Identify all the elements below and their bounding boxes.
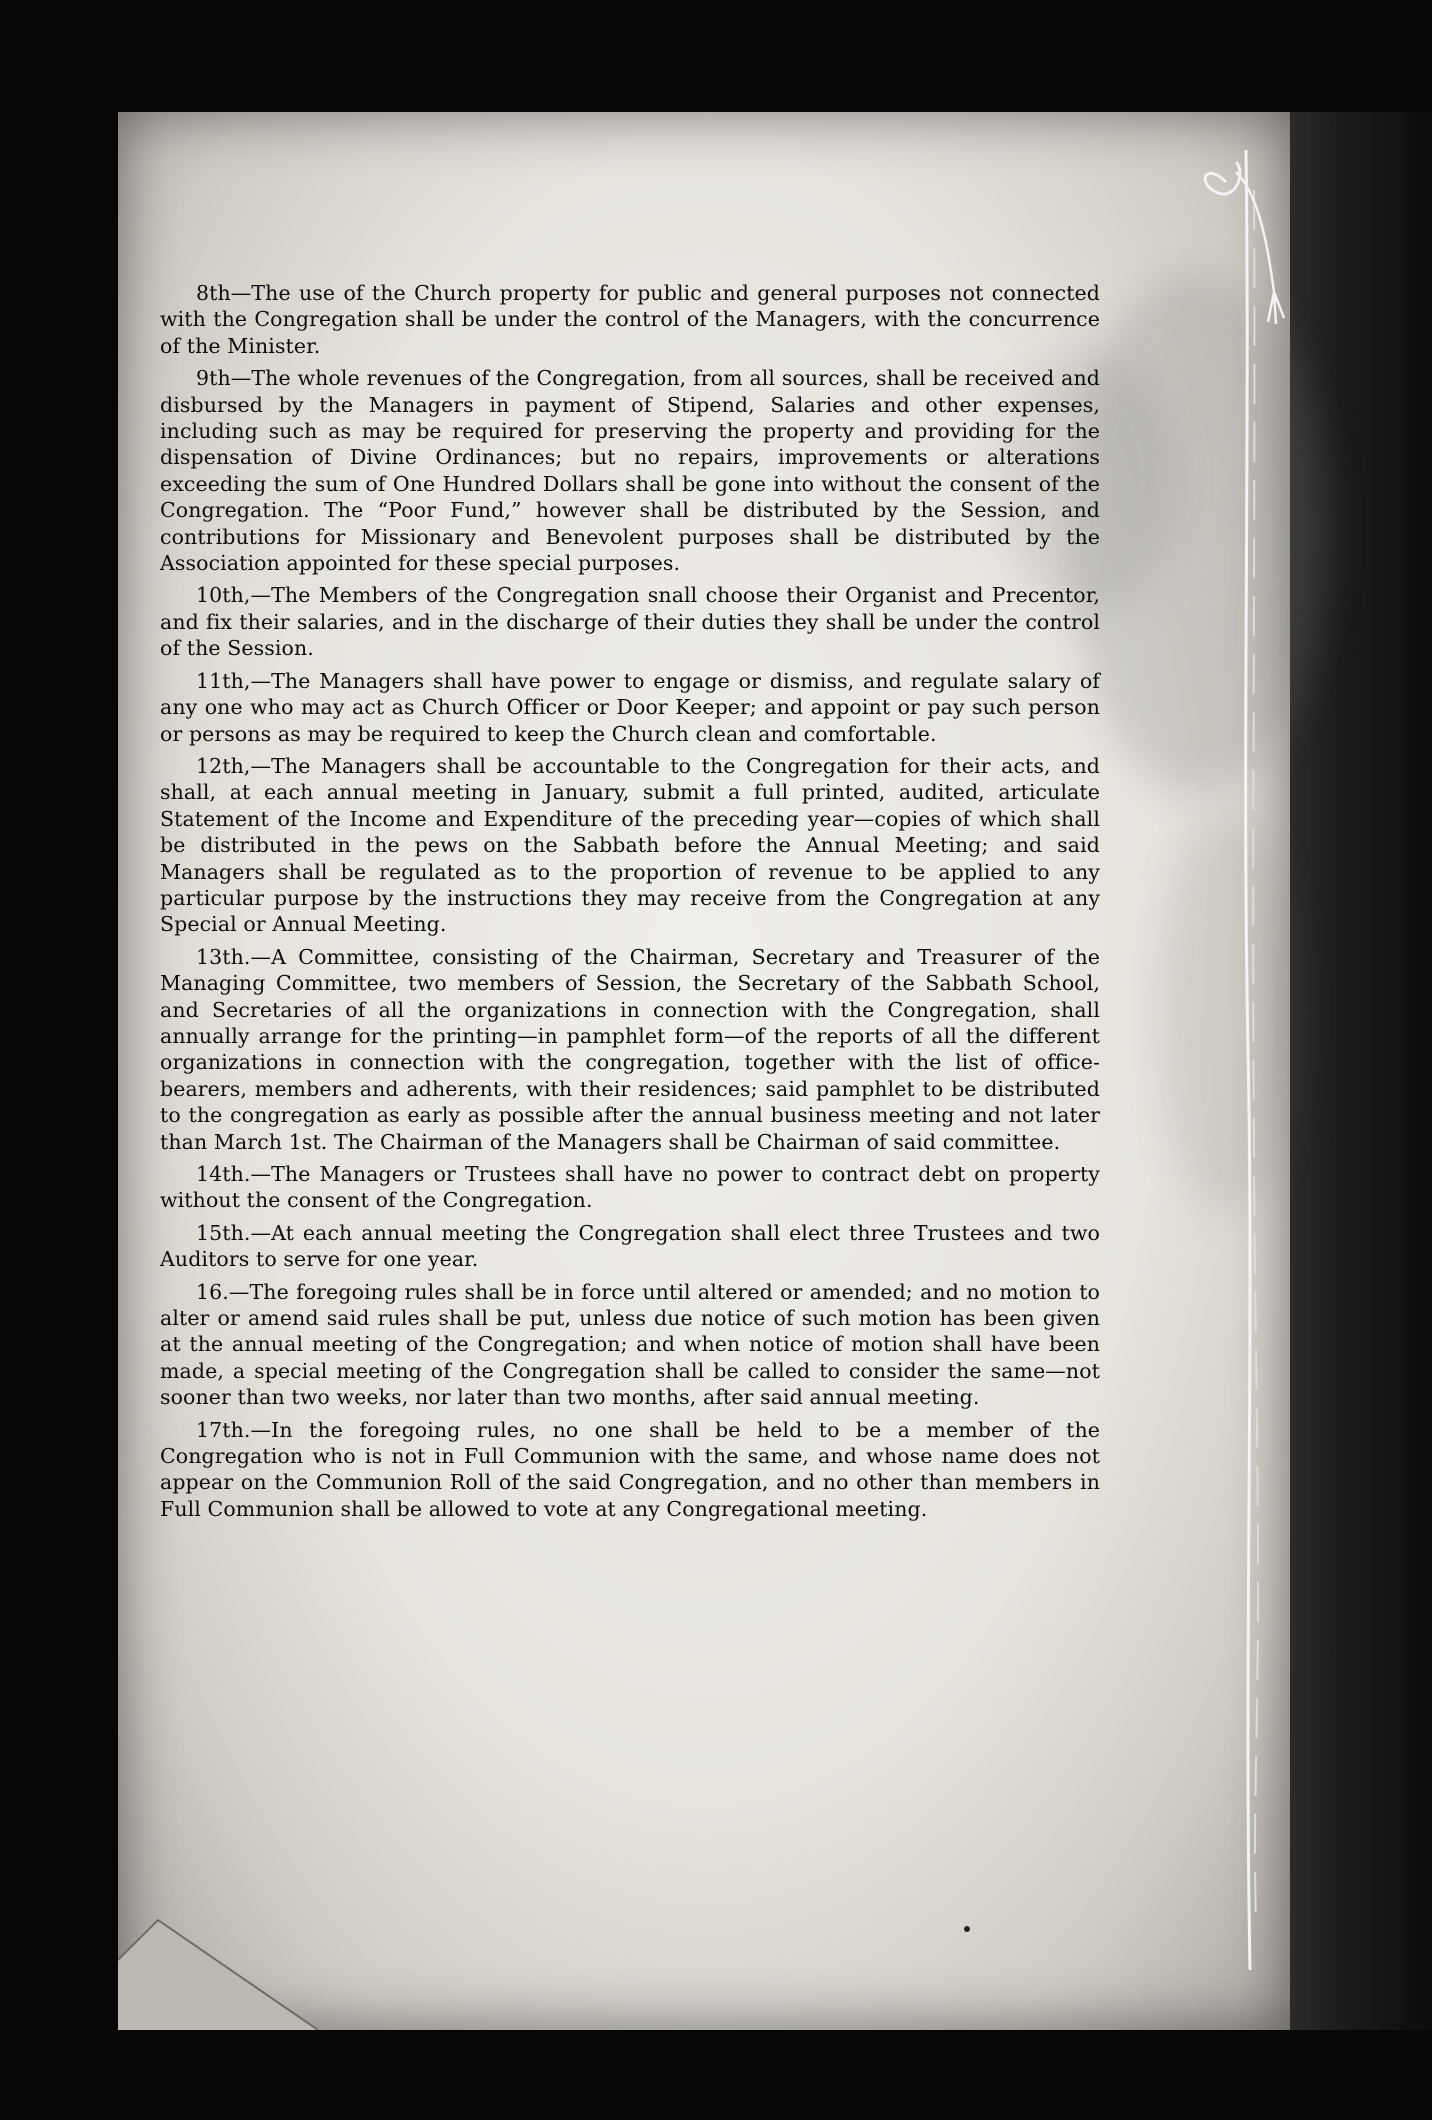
folded-corner bbox=[118, 1900, 318, 2030]
rule-13: 13th.—A Committee, consisting of the Chairman, Secretary and Treasurer of the Managing Committee, two members of Session, the Secretary of the Sabbath School, and Secretaries of all the organizations in connection with the Congregation, shall annually arrange for the printing—in pamphlet form—of the reports of all the different organizations in connection with the congregation, together with the list of office-bearers, members and adherents, with their residences; said pamphlet to be distributed to the congregation as early as possible after the annual business meeting and not later than March 1st. The Chairman of the Managers shall be Chairman of said committee. bbox=[160, 944, 1100, 1154]
print-speck bbox=[964, 1926, 970, 1932]
rule-14: 14th.—The Managers or Trustees shall have no power to contract debt on property without the consent of the Congregation. bbox=[160, 1162, 1100, 1213]
rule-8: 8th—The use of the Church property for public and general purposes not connected with the Congregation shall be under the control of the Managers, with the concurrence of the Minister. bbox=[160, 281, 1100, 358]
rule-9: 9th—The whole revenues of the Congregation, from all sources, shall be received and disbursed by the Managers in payment of Stipend, Salaries and other expenses, including such as may be required for preserving the property and providing for the dispensation of Divine Ordinances; but no repairs, improvements or alterations exceeding the sum of One Hundred Dollars shall be gone into without the consent of the Congregation. The “Poor Fund,” however shall be distributed by the Session, and contributions for Missionary and Benevolent purposes shall be distributed by the Association appointed for these special purposes. bbox=[160, 366, 1100, 576]
rule-15: 15th.—At each annual meeting the Congregation shall elect three Trustees and two Auditors to serve for one year. bbox=[160, 1220, 1100, 1272]
binding-edge-shadow bbox=[1290, 112, 1432, 2030]
loose-thread bbox=[1196, 152, 1296, 352]
rule-16: 16.—The foregoing rules shall be in force until altered or amended; and no motion to alter or amend said rules shall be put, unless due notice of such motion has been given at the annual meeting of the Congregation; and when notice of motion shall have been made, a special meeting of the Congregation shall be called to consider the same—not sooner than two weeks, nor later than two months, after said annual meeting. bbox=[160, 1279, 1100, 1410]
rule-12: 12th,—The Managers shall be accountable to the Congregation for their acts, and shall, at each annual meeting in January, submit a full printed, audited, articulate Statement of the Income and Expenditure of the preceding year—copies of which shall be distributed in the pews on the Sabbath before the Annual Meeting; and said Managers shall be regulated as to the proportion of revenue to be applied to any particular purpose by the instructions they may receive from the Congregation at any Special or Annual Meeting. bbox=[160, 753, 1100, 937]
stitched-binding bbox=[1228, 150, 1268, 1970]
document-body bbox=[160, 280, 1100, 1528]
rule-10: 10th,—The Members of the Congregation snall choose their Organist and Precentor, and fix their salaries, and in the discharge of their duties they shall be under the control of the Session. bbox=[160, 583, 1100, 661]
rule-17: 17th.—In the foregoing rules, no one shall be held to be a member of the Congregation who is not in Full Communion with the same, and whose name does not appear on the Communion Roll of the said Congregation, and no other than members in Full Communion shall be allowed to vote at any Congregational meeting. bbox=[160, 1417, 1100, 1521]
rule-11: 11th,—The Managers shall have power to engage or dismiss, and regulate salary of any one who may act as Church Officer or Door Keeper; and appoint or pay such person or persons as may be required to keep the Church clean and comfortable. bbox=[160, 668, 1100, 746]
